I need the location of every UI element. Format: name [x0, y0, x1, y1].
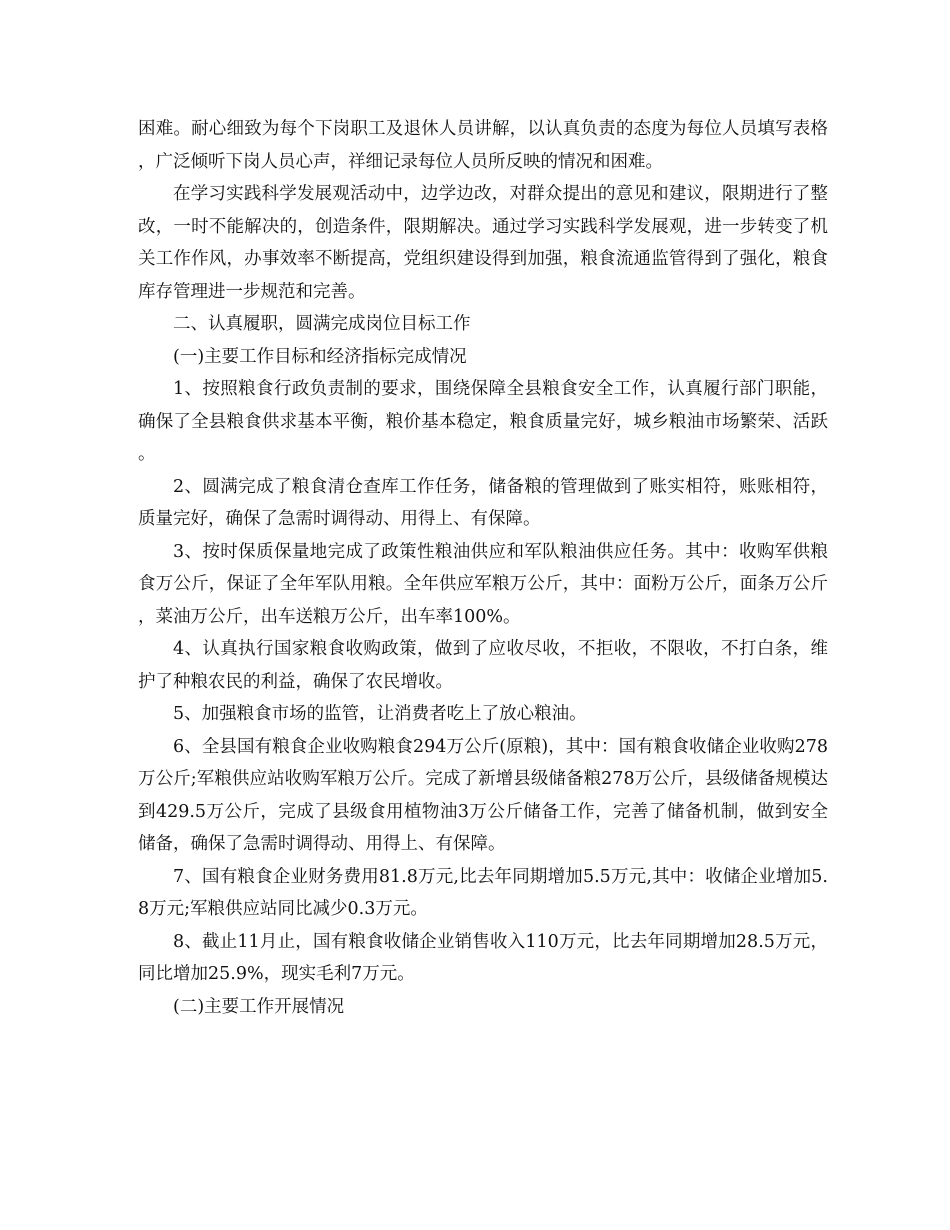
- document-body: [138, 113, 828, 1023]
- list-item-2: 2、圆满完成了粮食清仓查库工作任务，储备粮的管理做到了账实相符，账账相符，质量完好，确保了急需时调得动、用得上、有保障。: [138, 476, 828, 529]
- list-item-1: 1、按照粮食行政负责制的要求，围绕保障全县粮食安全工作，认真履行部门职能，确保了全县粮食供求基本平衡，粮价基本稳定，粮食质量完好，城乡粮油市场繁荣、活跃。: [138, 379, 828, 464]
- list-item-3: 3、按时保质保量地完成了政策性粮油供应和军队粮油供应任务。其中：收购军供粮食万公斤，保证了全年军队用粮。全年供应军粮万公斤，其中：面粉万公斤，面条万公斤，菜油万公斤，出车送粮万公斤，出车率100%。: [138, 541, 828, 627]
- subsection-heading-2: (二)主要工作开展情况: [173, 996, 345, 1017]
- section-heading-2: 二、认真履职，圆满完成岗位目标工作: [173, 314, 471, 334]
- list-item-4: 4、认真执行国家粮食收购政策，做到了应收尽收，不拒收，不限收，不打白条，维护了种粮农民的利益，确保了农民增收。: [138, 639, 828, 692]
- paragraph-study-practice: 在学习实践科学发展观活动中，边学边改，对群众提出的意见和建议，限期进行了整改，一时不能解决的，创造条件，限期解决。通过学习实践科学发展观，进一步转变了机关工作作风，办事效率不断提高，党组织建设得到加强，粮食流通监管得到了强化，粮食库存管理进一步规范和完善。: [138, 184, 828, 302]
- list-item-7: 7、国有粮食企业财务费用81.8万元,比去年同期增加5.5万元,其中：收储企业增加5.8万元;军粮供应站同比减少0.3万元。: [138, 866, 828, 919]
- paragraph-continuation: 困难。耐心细致为每个下岗职工及退休人员讲解，以认真负责的态度为每位人员填写表格，广泛倾听下岗人员心声，祥细记录每位人员所反映的情况和困难。: [138, 119, 828, 172]
- subsection-heading-1: (一)主要工作目标和经济指标完成情况: [173, 346, 467, 367]
- list-item-6: 6、全县国有粮食企业收购粮食294万公斤(原粮)，其中：国有粮食收储企业收购278万公斤;军粮供应站收购军粮万公斤。完成了新增县级储备粮278万公斤，县级储备规模达到429.5万公斤，完成了县级食用植物油3万公斤储备工作，完善了储备机制，做到安全储备，确保了急需时调得动、用得上、有保障。: [138, 736, 828, 854]
- list-item-8: 8、截止11月止，国有粮食收储企业销售收入110万元，比去年同期增加28.5万元，同比增加25.9%，现实毛利7万元。: [138, 931, 828, 984]
- list-item-5: 5、加强粮食市场的监管，让消费者吃上了放心粮油。: [173, 704, 587, 724]
